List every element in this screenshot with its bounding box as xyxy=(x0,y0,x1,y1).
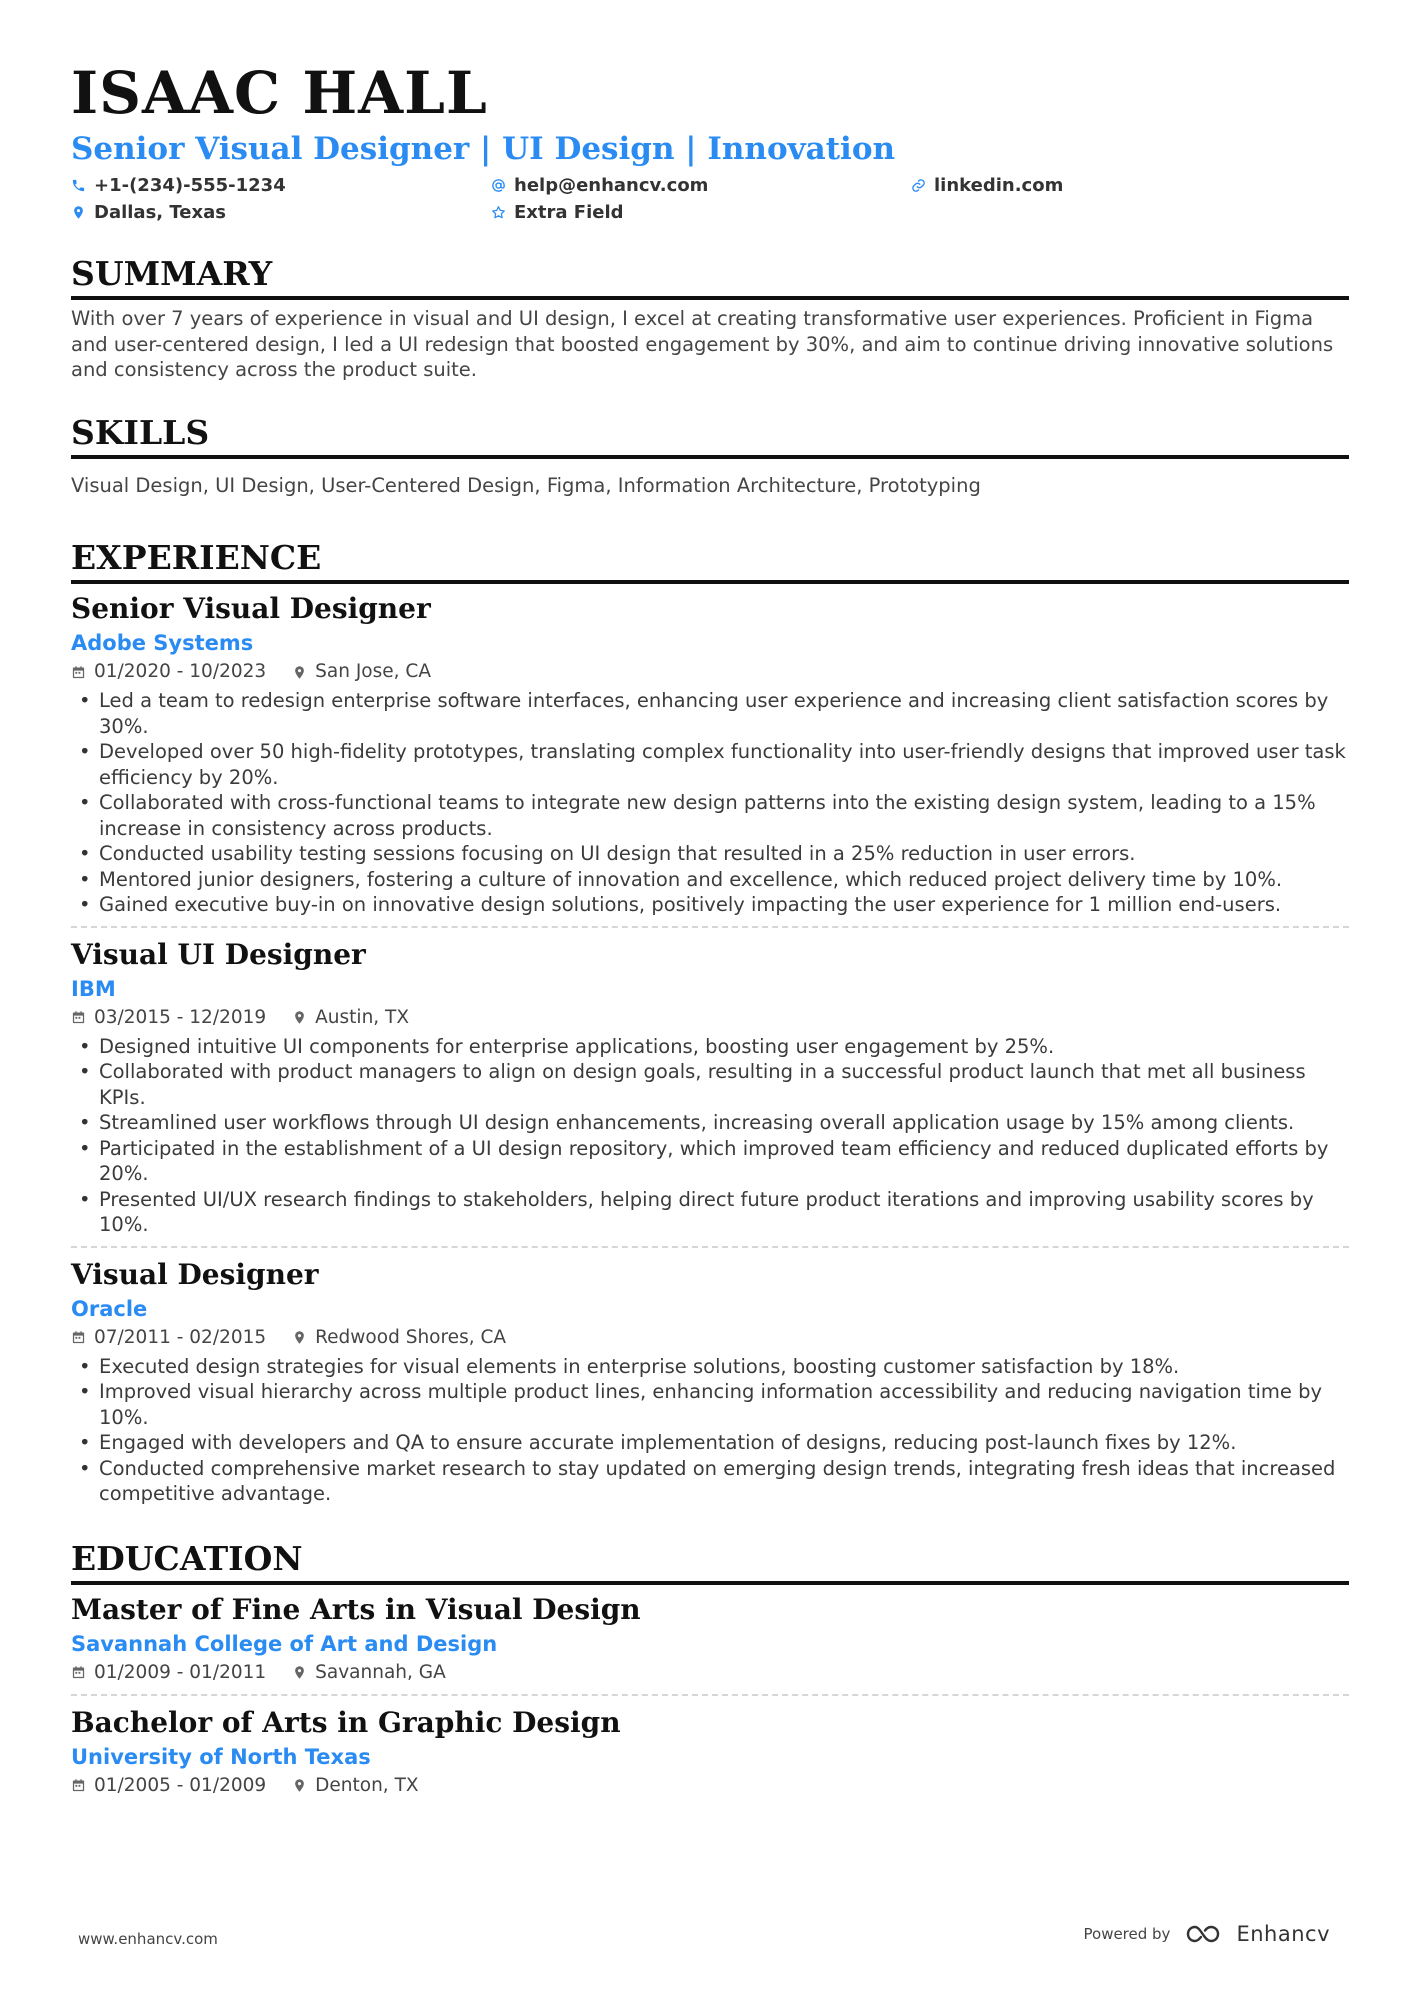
contact-location xyxy=(71,201,491,224)
job-meta xyxy=(71,659,1349,685)
contact-phone[interactable] xyxy=(71,174,491,197)
job-role: Visual UI Designer xyxy=(71,937,366,971)
job-role: Visual Designer xyxy=(71,1257,319,1291)
calendar-icon xyxy=(71,1665,86,1680)
list-item: • Improved visual hierarchy across multiple product lines, enhancing information accessibility and reducing navigation time by 10%. xyxy=(71,1379,1349,1430)
list-item: • Designed intuitive UI components for enterprise applications, boosting user engagement by 25%. xyxy=(71,1034,1349,1060)
location-pin-icon xyxy=(71,205,86,220)
extra-text: Extra Field xyxy=(514,202,624,223)
job-company: Oracle xyxy=(71,1296,148,1321)
job-location xyxy=(292,1005,409,1031)
job-location-text: San Jose, CA xyxy=(315,661,431,682)
footer-branding xyxy=(1084,1922,1331,1946)
education-meta xyxy=(71,1773,1349,1799)
summary-heading: SUMMARY xyxy=(71,254,1349,300)
job-entry xyxy=(71,938,1349,1238)
at-icon xyxy=(491,178,506,193)
list-item: • Collaborated with cross-functional teams to integrate new design patterns into the existing design system, leading to a 15% increase in consistency across products. xyxy=(71,790,1349,841)
education-school: Savannah College of Art and Design xyxy=(71,1631,498,1656)
job-company: Adobe Systems xyxy=(71,631,254,655)
education-location-text: Denton, TX xyxy=(315,1774,419,1796)
job-location xyxy=(292,659,431,685)
education-dates-text: 01/2005 - 01/2009 xyxy=(94,1774,267,1796)
job-entry xyxy=(71,1258,1349,1507)
education-location xyxy=(292,1660,446,1686)
job-location-text: Redwood Shores, CA xyxy=(315,1326,507,1348)
contact-info xyxy=(71,174,1349,224)
skills-heading: SKILLS xyxy=(71,413,1349,459)
location-pin-icon xyxy=(292,1665,307,1680)
skills-section xyxy=(71,413,1349,499)
job-bullets xyxy=(71,1354,1349,1507)
footer-website[interactable]: www.enhancv.com xyxy=(78,1930,218,1948)
calendar-icon xyxy=(71,1778,86,1793)
summary-section xyxy=(71,254,1349,383)
job-dates-text: 07/2011 - 02/2015 xyxy=(94,1326,267,1348)
entry-divider xyxy=(71,1246,1349,1248)
email-text: help@enhancv.com xyxy=(514,175,709,196)
list-item: • Presented UI/UX research findings to stakeholders, helping direct future product iterations and improving usability scores by 10%. xyxy=(71,1187,1349,1238)
job-role: Senior Visual Designer xyxy=(71,592,431,625)
education-dates xyxy=(71,1660,266,1686)
location-text: Dallas, Texas xyxy=(94,202,226,223)
calendar-icon xyxy=(71,1010,86,1025)
candidate-name: ISAAC HALL xyxy=(71,59,488,127)
list-item: • Conducted usability testing sessions focusing on UI design that resulted in a 25% reduction in user errors. xyxy=(71,841,1349,867)
contact-linkedin[interactable] xyxy=(911,174,1331,197)
list-item: • Participated in the establishment of a UI design repository, which improved team efficiency and reduced duplicated efforts by 20%. xyxy=(71,1136,1349,1187)
job-bullets xyxy=(71,1034,1349,1238)
list-item: • Engaged with developers and QA to ensure accurate implementation of designs, reducing post-launch fixes by 12%. xyxy=(71,1430,1349,1456)
education-location-text: Savannah, GA xyxy=(315,1661,446,1683)
contact-extra xyxy=(491,201,911,224)
list-item: • Mentored junior designers, fostering a culture of innovation and excellence, which reduced project delivery time by 10%. xyxy=(71,867,1349,893)
list-item: • Executed design strategies for visual elements in enterprise solutions, boosting customer satisfaction by 18%. xyxy=(71,1354,1349,1380)
job-entry xyxy=(71,592,1349,918)
list-item: • Led a team to redesign enterprise software interfaces, enhancing user experience and increasing client satisfaction scores by 30%. xyxy=(71,688,1349,739)
list-item: • Streamlined user workflows through UI design enhancements, increasing overall application usage by 15% among clients. xyxy=(71,1110,1349,1136)
education-entry xyxy=(71,1706,1349,1799)
location-pin-icon xyxy=(292,1010,307,1025)
job-company: IBM xyxy=(71,976,116,1001)
job-location-text: Austin, TX xyxy=(315,1006,410,1028)
location-pin-icon xyxy=(292,1778,307,1793)
phone-text: +1-(234)-555-1234 xyxy=(94,175,286,196)
list-item: • Collaborated with product managers to align on design goals, resulting in a successful product launch that met all business KPIs. xyxy=(71,1059,1349,1110)
experience-section xyxy=(71,538,1349,1507)
education-degree: Master of Fine Arts in Visual Design xyxy=(71,1592,641,1626)
enhancv-logo[interactable] xyxy=(1184,1922,1330,1946)
education-entry xyxy=(71,1593,1349,1686)
link-icon xyxy=(911,178,926,193)
job-dates-text: 03/2015 - 12/2019 xyxy=(94,1006,267,1028)
calendar-icon xyxy=(71,1330,86,1345)
brand-name: Enhancv xyxy=(1236,1922,1330,1946)
calendar-icon xyxy=(71,665,86,680)
entry-divider xyxy=(71,1694,1349,1696)
phone-icon xyxy=(71,178,86,193)
job-bullets xyxy=(71,688,1349,918)
education-meta xyxy=(71,1660,1349,1686)
entry-divider xyxy=(71,926,1349,928)
resume xyxy=(71,58,1349,1799)
education-dates xyxy=(71,1773,266,1799)
candidate-title: Senior Visual Designer | UI Design | Innovation xyxy=(71,131,896,167)
education-heading: EDUCATION xyxy=(71,1539,1349,1585)
job-dates xyxy=(71,659,266,685)
job-meta xyxy=(71,1005,1349,1031)
education-section xyxy=(71,1539,1349,1799)
list-item: • Conducted comprehensive market research to stay updated on emerging design trends, integrating fresh ideas that increased competitive advantage. xyxy=(71,1456,1349,1507)
powered-by-label: Powered by xyxy=(1083,1925,1171,1943)
job-meta xyxy=(71,1325,1349,1351)
education-school: University of North Texas xyxy=(71,1744,371,1769)
education-dates-text: 01/2009 - 01/2011 xyxy=(94,1661,267,1683)
job-dates xyxy=(71,1325,266,1351)
location-pin-icon xyxy=(292,665,307,680)
linkedin-text: linkedin.com xyxy=(934,175,1064,196)
list-item: • Developed over 50 high-fidelity prototypes, translating complex functionality into user-friendly designs that improved user task efficiency by 20%. xyxy=(71,739,1349,790)
job-dates xyxy=(71,1005,266,1031)
education-location xyxy=(292,1773,418,1799)
location-pin-icon xyxy=(292,1330,307,1345)
star-icon xyxy=(491,205,506,220)
education-degree: Bachelor of Arts in Graphic Design xyxy=(71,1705,621,1739)
contact-email[interactable] xyxy=(491,174,911,197)
summary-text: With over 7 years of experience in visual and UI design, I excel at creating transformative user experiences. Proficient in Figma and user-centered design, I led a UI redesign that boosted engagement by 30%, and aim to continue driving innovative solutions and consistency across the product suite. xyxy=(71,307,1334,381)
job-dates-text: 01/2020 - 10/2023 xyxy=(94,661,267,682)
enhancv-logo-icon xyxy=(1184,1922,1228,1946)
list-item: • Gained executive buy-in on innovative design solutions, positively impacting the user experience for 1 million end-users. xyxy=(71,892,1349,918)
experience-heading: EXPERIENCE xyxy=(71,538,1349,584)
skills-text: Visual Design, UI Design, User-Centered Design, Figma, Information Architecture, Prototyping xyxy=(71,473,981,497)
job-location xyxy=(292,1325,506,1351)
